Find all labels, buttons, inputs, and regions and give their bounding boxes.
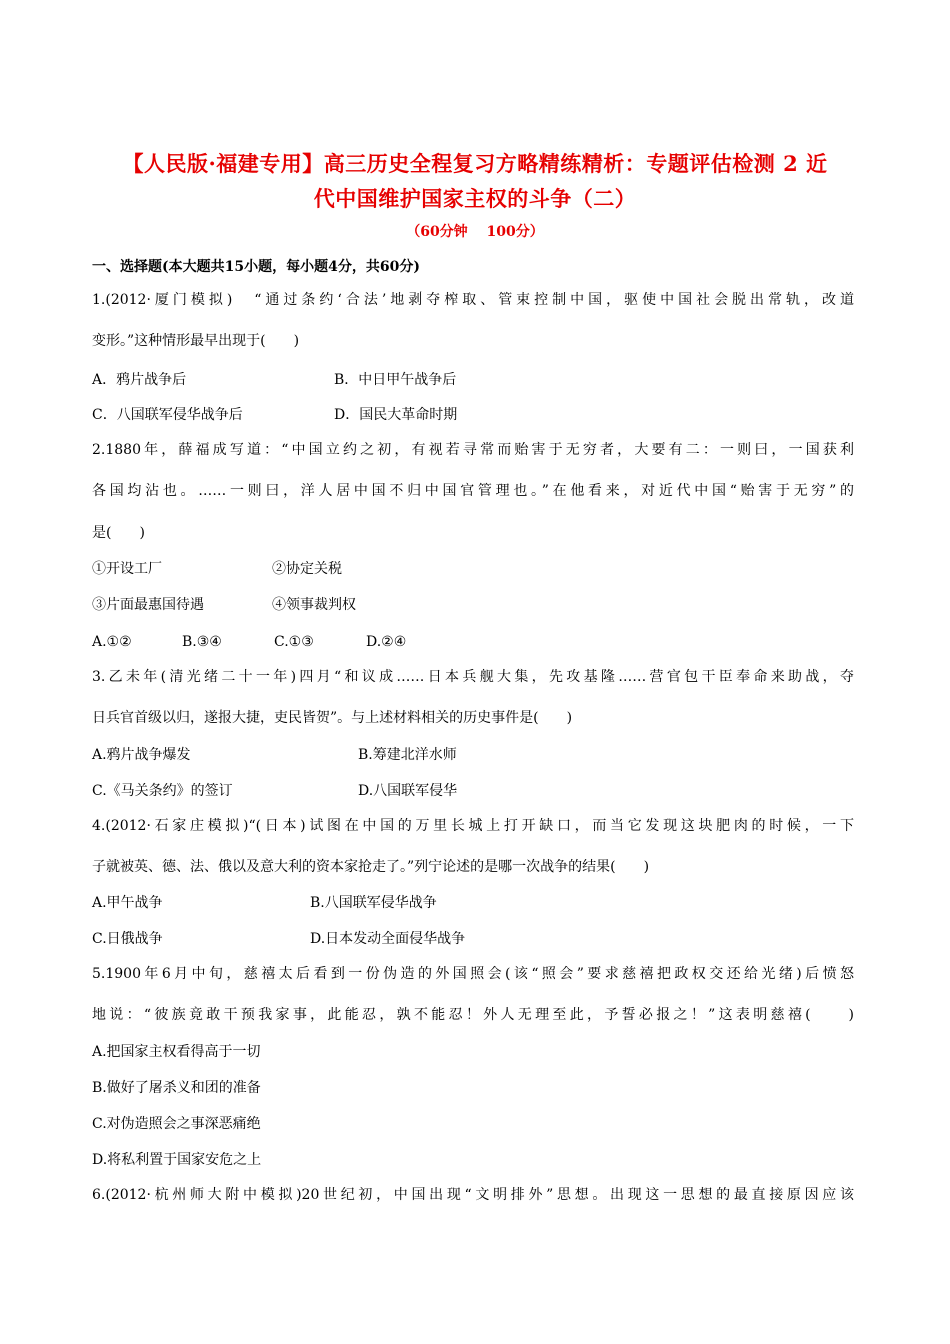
question-3-option-c: C.《马关条约》的签订: [92, 783, 233, 799]
question-4-stem-line-1: 4.(2012·石家庄模拟)“(日本)试图在中国的万里长城上打开缺口，而当它发现这块肥肉的时候，一下: [92, 818, 854, 834]
question-1-stem-line-2: 变形。”这种情形最早出现于( ): [92, 333, 300, 349]
question-4-option-a: A.甲午战争: [92, 895, 163, 911]
question-4-stem-line-2: 子就被英、德、法、俄以及意大利的资本家抢走了。”列宁论述的是哪一次战争的结果( ): [92, 859, 650, 875]
question-2-item-3: ③片面最惠国待遇: [92, 597, 204, 613]
question-6-stem-line-1: 6.(2012·杭州师大附中模拟)20世纪初，中国出现“文明排外”思想。出现这一思想的最直接原因应该: [92, 1187, 854, 1203]
question-3-option-b: B.筹建北洋水师: [358, 747, 457, 763]
question-2-stem-line-3: 是( ): [92, 525, 145, 541]
question-3-stem-line-2: 日兵官首级以归，遂报大捷，吏民皆贺”。与上述材料相关的历史事件是( ): [92, 710, 573, 726]
question-2-stem-line-2: 各国均沾也。……一则曰，洋人居中国不归中国官管理也。”在他看来，对近代中国“贻害于无穷”的: [92, 483, 854, 499]
question-4-option-b: B.八国联军侵华战争: [310, 895, 437, 911]
document-title-line-2: 代中国维护国家主权的斗争（二）: [313, 186, 637, 211]
question-2-item-4: ④领事裁判权: [272, 597, 356, 613]
time-and-score-note: （60分钟 100分）: [406, 224, 544, 240]
question-3-option-d: D.八国联军侵华: [358, 783, 458, 799]
section-heading: 一、选择题(本大题共15小题，每小题4分，共60分): [92, 259, 420, 275]
question-5-option-b: B.做好了屠杀义和团的准备: [92, 1080, 261, 1096]
question-3-stem-line-1: 3.乙未年(清光绪二十一年)四月“和议成……日本兵舰大集，先攻基隆……营官包干臣奉命来助战，夺: [92, 669, 854, 685]
question-2-option-c: C.①③: [274, 634, 314, 650]
question-5-stem-line-1: 5.1900年6月中旬，慈禧太后看到一份伪造的外国照会(该“照会”要求慈禧把政权交还给光绪)后愤怒: [92, 966, 854, 982]
question-5-option-d: D.将私利置于国家安危之上: [92, 1152, 262, 1168]
question-1-option-c: C．八国联军侵华战争后: [92, 407, 243, 423]
question-2-option-a: A.①②: [92, 634, 132, 650]
question-2-item-1: ①开设工厂: [92, 561, 162, 577]
document-title-line-1: 【人民版·福建专用】高三历史全程复习方略精练精析：专题评估检测 2 近: [122, 151, 828, 176]
question-5-option-c: C.对伪造照会之事深恶痛绝: [92, 1116, 261, 1132]
question-1-option-a: A．鸦片战争后: [92, 372, 187, 388]
question-4-option-c: C.日俄战争: [92, 931, 163, 947]
question-5-stem-line-2: 地说：“彼族竟敢干预我家事，此能忍，孰不能忍！外人无理至此，予誓必报之！”这表明慈禧( ): [92, 1007, 854, 1023]
question-1-stem-line-1: 1.(2012·厦门模拟) “通过条约‘合法’地剥夺榨取、管束控制中国，驱使中国社会脱出常轨，改道: [92, 292, 854, 308]
question-3-option-a: A.鸦片战争爆发: [92, 747, 191, 763]
question-2-option-b: B.③④: [182, 634, 222, 650]
question-2-stem-line-1: 2.1880年，薛福成写道：“中国立约之初，有视若寻常而贻害于无穷者，大要有二：一则曰，一国获利: [92, 442, 854, 458]
question-2-option-d: D.②④: [366, 634, 407, 650]
question-1-option-d: D．国民大革命时期: [334, 407, 458, 423]
question-4-option-d: D.日本发动全面侵华战争: [310, 931, 466, 947]
question-1-option-b: B．中日甲午战争后: [334, 372, 457, 388]
question-2-item-2: ②协定关税: [272, 561, 342, 577]
question-5-option-a: A.把国家主权看得高于一切: [92, 1044, 261, 1060]
